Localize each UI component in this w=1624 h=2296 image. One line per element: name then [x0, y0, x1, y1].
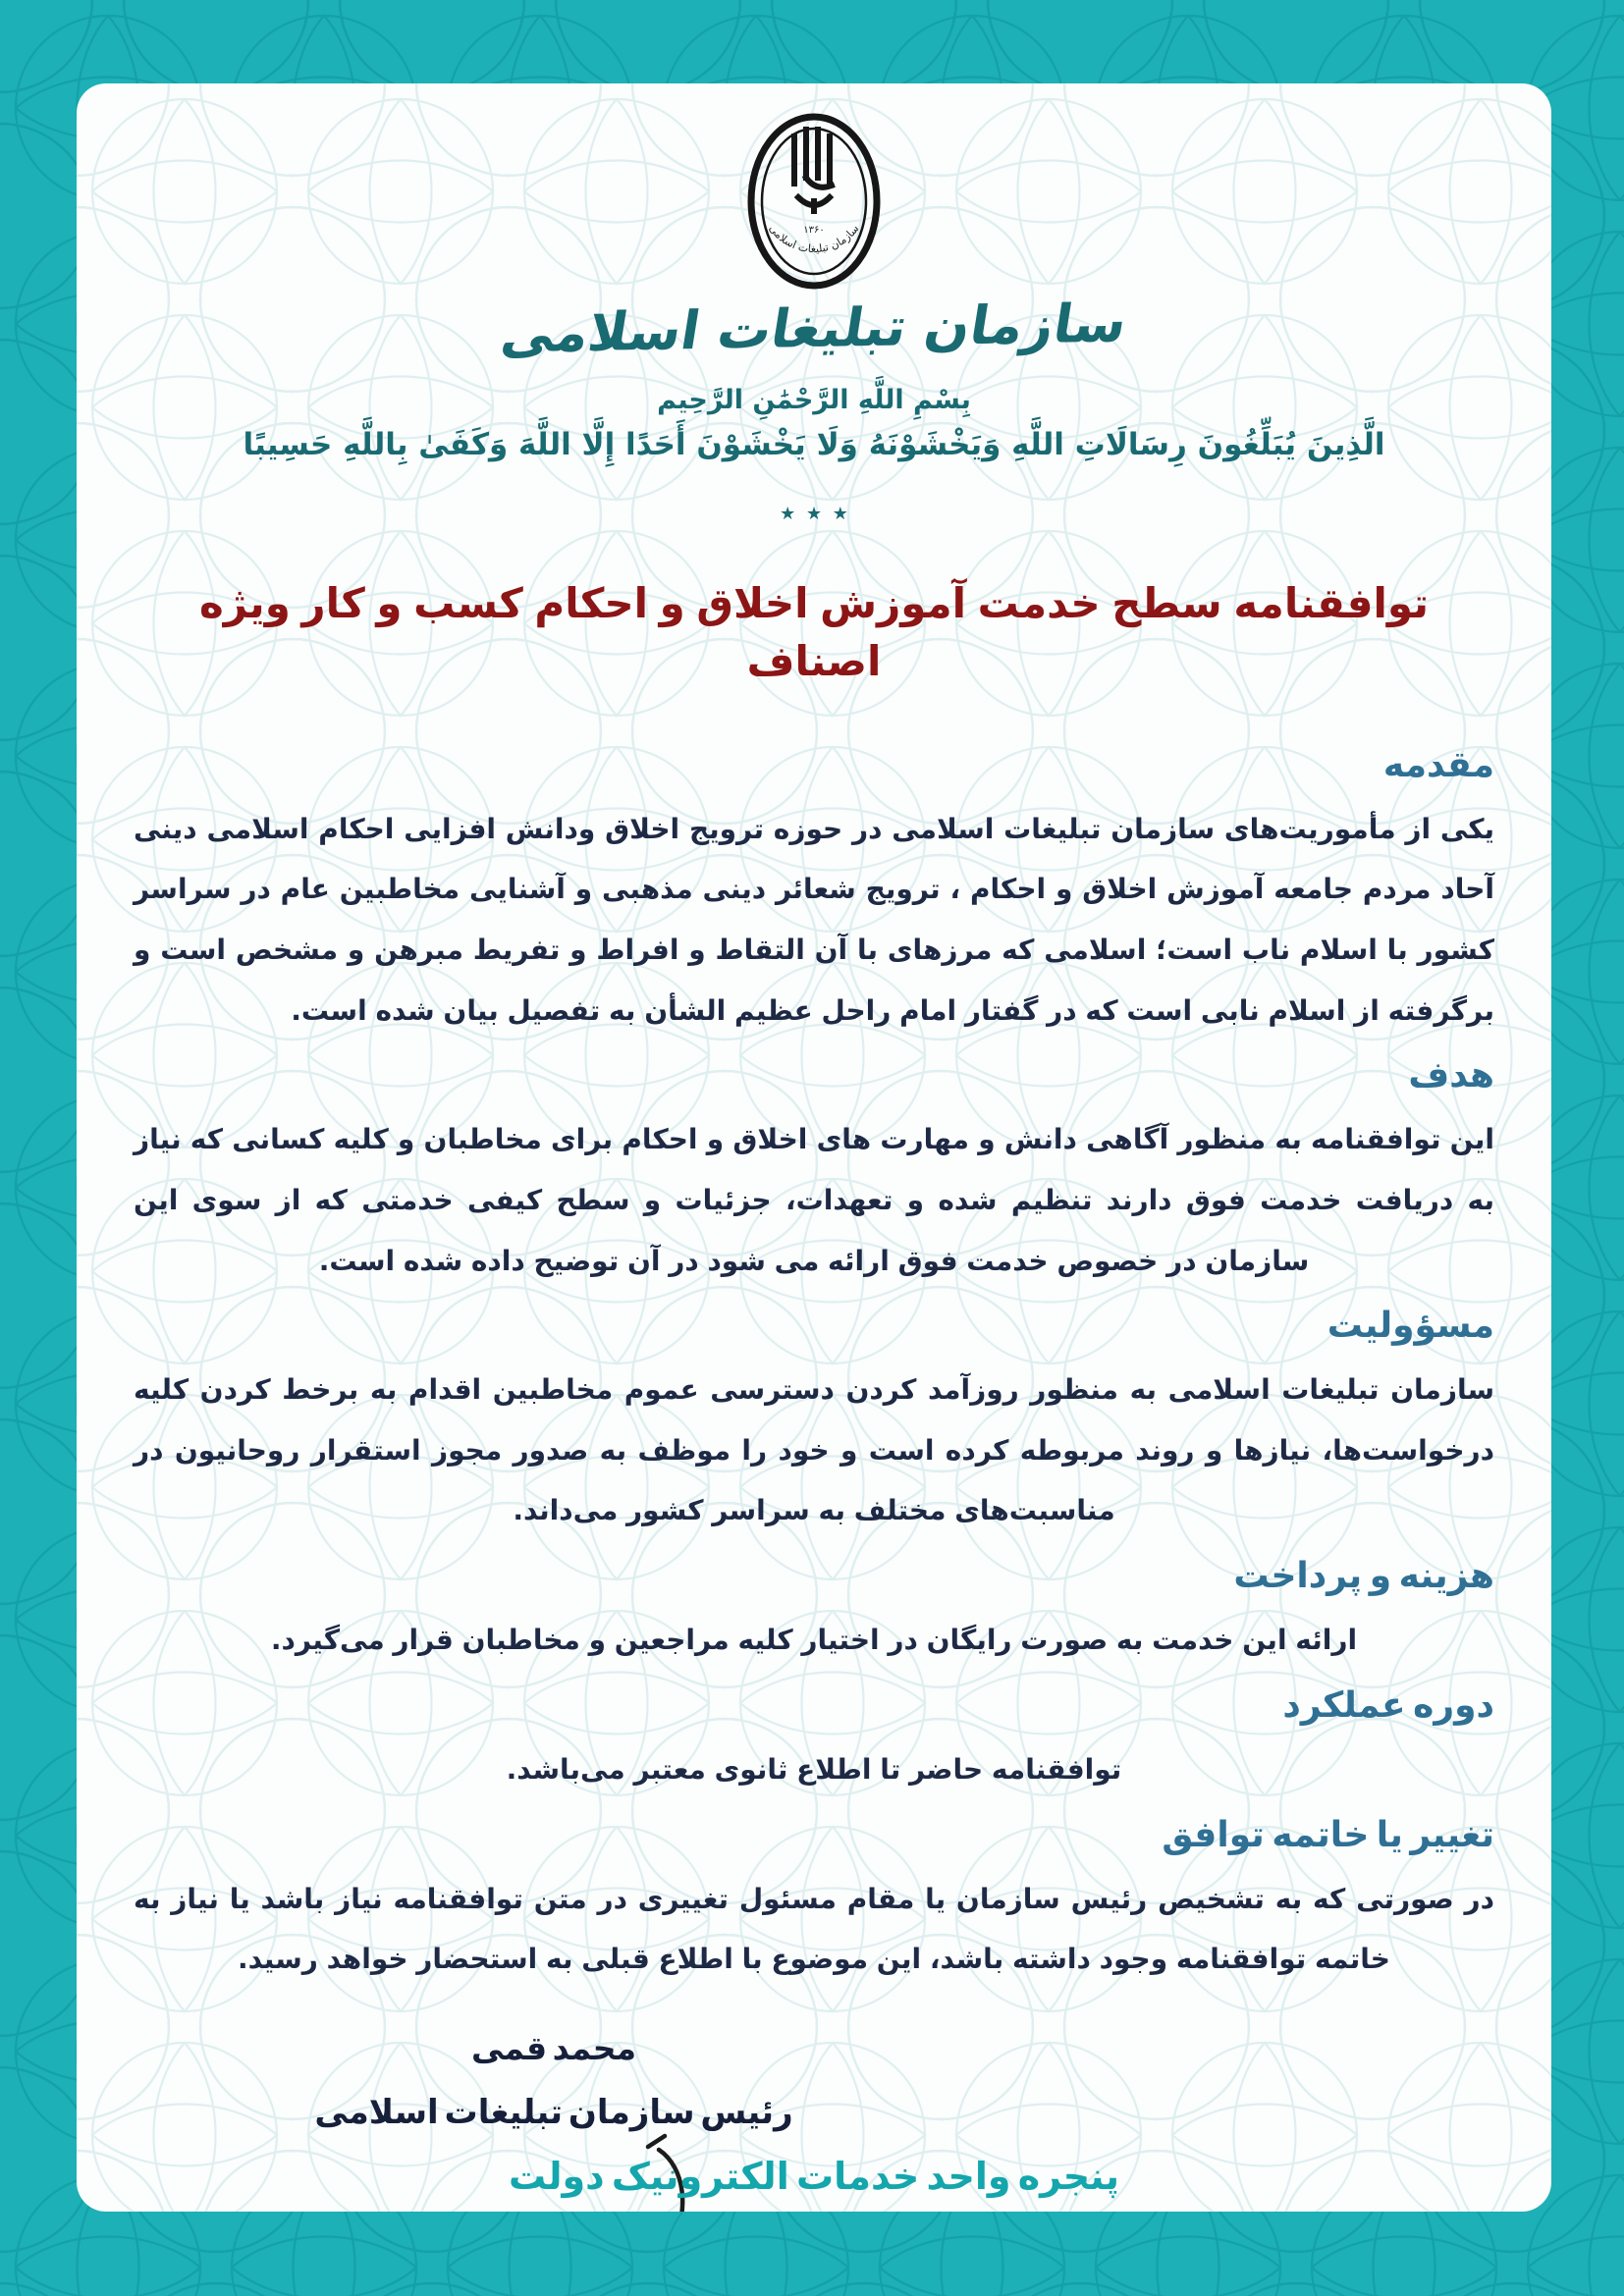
section-goal — [134, 1050, 1494, 1291]
section-body: سازمان تبلیغات اسلامی به منظور روزآمد کردن دسترسی عموم مخاطبین اقدام به برخط کردن کلیه درخواست‌ها، نیازها و روند مربوطه کرده است و خود را موظف به صدور مجوز استقرار روحانیون در مناسبت‌های مختلف به سراسر کشور می‌داند. — [134, 1373, 1494, 1527]
section-heading: مسؤولیت — [1326, 1306, 1494, 1347]
section-change-termination — [134, 1810, 1494, 1990]
section-heading: تغییر یا خاتمه توافق — [1162, 1814, 1494, 1855]
section-body: این توافقنامه به منظور آگاهی دانش و مهارت های اخلاق و احکام برای مخاطبان و کلیه کسانی که نیاز به دریافت خدمت فوق دارند تنظیم شده و تعهدات، جزئیات و سطح کیفی خدمتی که از سوی این سازمان در خصوص خدمت فوق ارائه می شود در آن توضیح داده شده است. — [134, 1123, 1494, 1277]
section-cost-payment — [134, 1551, 1494, 1671]
section-heading: دوره عملکرد — [1282, 1684, 1494, 1726]
signatory-name: محمد قمی — [471, 2029, 637, 2068]
organization-logo-icon — [740, 105, 888, 297]
footer-text: پنجره واحد خدمات الکترونیک دولت — [509, 2155, 1119, 2198]
logo-year: ۱۳۶۰ — [803, 225, 825, 236]
ornament-stars: ٭ ٭ ٭ — [780, 495, 848, 530]
bismillah-text: بِسْمِ اللَّهِ الرَّحْمَٰنِ الرَّحِيم — [657, 384, 971, 415]
allah-kufic-mark — [794, 130, 832, 211]
section-heading: هدف — [1408, 1055, 1494, 1096]
quran-verse: الَّذِينَ يُبَلِّغُونَ رِسَالَاتِ اللَّهِ وَيَخْشَوْنَهُ وَلَا يَخْشَوْنَ أَحَدًا إِلَّا اللَّهَ وَكَفَىٰ بِاللَّهِ حَسِيبًا — [243, 426, 1385, 462]
logo-arc-text: سازمان تبلیغات اسلامی — [766, 222, 862, 256]
section-introduction — [134, 740, 1494, 1041]
section-body: در صورتی که به تشخیص رئیس سازمان یا مقام مسئول تغییری در متن توافقنامه نیاز باشد یا نیاز به خاتمه توافقنامه وجود داشته باشد، این موضوع با اطلاع قبلی به استحضار خواهد رسید. — [134, 1882, 1494, 1976]
section-performance-period — [134, 1681, 1494, 1800]
section-responsibility — [134, 1301, 1494, 1541]
section-heading: مقدمه — [1382, 744, 1494, 785]
signatory-title: رئیس سازمان تبلیغات اسلامی — [314, 2093, 793, 2133]
organization-calligraphy: سازمان تبلیغات اسلامی — [497, 292, 1132, 365]
section-body: ارائه این خدمت به صورت رایگان در اختیار کلیه مراجعین و مخاطبان قرار می‌گیرد. — [270, 1624, 1358, 1657]
document-card — [77, 83, 1551, 2212]
section-body: توافقنامه حاضر تا اطلاع ثانوی معتبر می‌باشد. — [506, 1753, 1122, 1787]
section-heading: هزینه و پرداخت — [1233, 1556, 1494, 1597]
document-title: توافقنامه سطح خدمت آموزش اخلاق و احکام کسب و کار ویژه اصناف — [199, 578, 1429, 685]
document-content — [77, 83, 1551, 2212]
sections — [134, 730, 1494, 1990]
section-body: یکی از مأموریت‌های سازمان تبلیغات اسلامی در حوزه ترویج اخلاق ودانش افزایی احکام اسلامی دینی آحاد مردم جامعه آموزش اخلاق و احکام ، ترویج شعائر دینی مذهبی و آشنایی مخاطبین عام در سراسر کشور با اسلام ناب است؛ اسلامی که مرزهای با آن التقاط و افراط و تفریط مبرهن و مشخص است و برگرفته از اسلام نابی است که در گفتار امام راحل عظیم الشأن به تفصیل بیان شده است. — [134, 812, 1494, 1027]
